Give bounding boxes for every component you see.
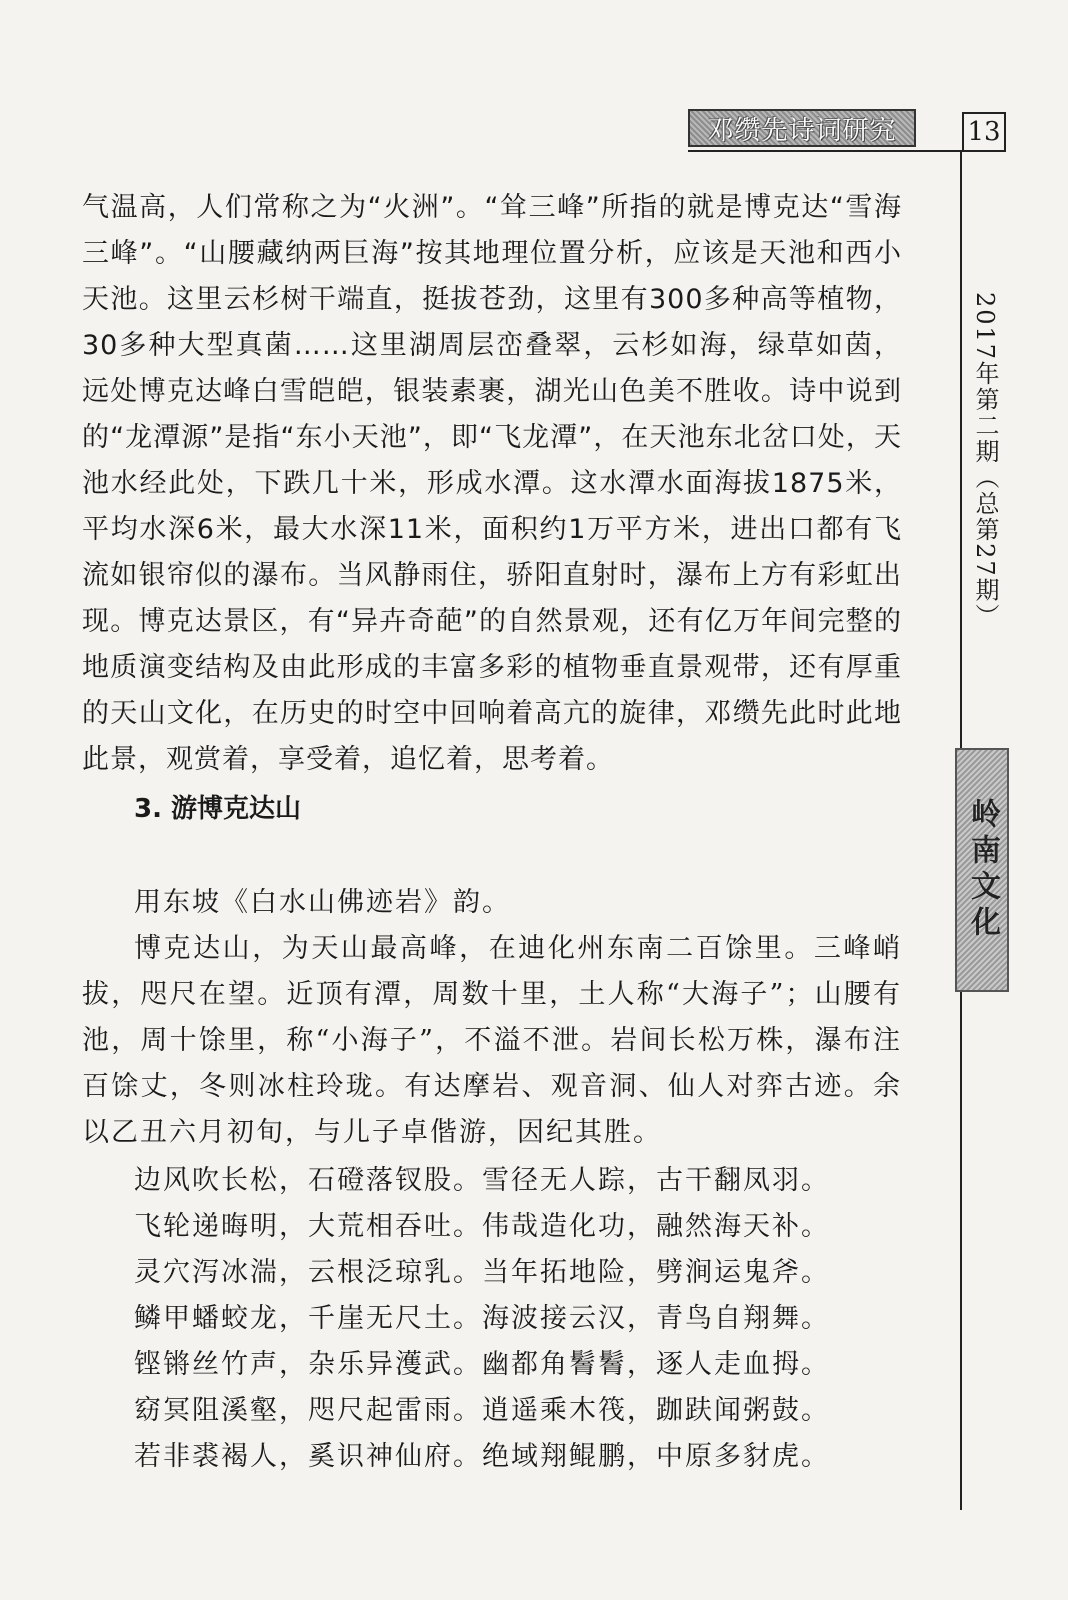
column-label-box bbox=[955, 748, 1009, 992]
poem-line: 灵穴泻冰湍，云根泛琼乳。当年拓地险，劈涧运鬼斧。 bbox=[134, 1257, 830, 1288]
column-label: 岭南文化 bbox=[965, 798, 1000, 942]
poem-line: 飞轮递晦明，大荒相吞吐。伟哉造化功，融然海天补。 bbox=[134, 1211, 830, 1242]
issue-info: 2017年第二期（总第27期） bbox=[971, 292, 999, 630]
journal-title: 邓缵先诗词研究 bbox=[707, 115, 897, 146]
section-heading: 3. 游博克达山 bbox=[134, 794, 302, 824]
poem-line: 鳞甲蟠蛟龙，千崖无尺土。海波接云汉，青鸟自翔舞。 bbox=[134, 1303, 830, 1334]
poem-line: 若非裘褐人，奚识神仙府。绝域翔鲲鹏，中原多豺虎。 bbox=[134, 1441, 830, 1472]
poem-intro: 博克达山，为天山最高峰，在迪化州东南二百馀里。三峰峭拔，咫尺在望。近顶有潭，周数十里，土人称“大海子”；山腰有池，周十馀里，称“小海子”，不溢不泄。岩间长松万株，瀑布注百馀丈，冬则冰柱玲珑。有达摩岩、观音洞、仙人对弈古迹。余以乙丑六月初旬，与儿子卓偕游，因纪其胜。 bbox=[82, 933, 902, 1148]
poem bbox=[82, 1158, 902, 1480]
journal-title-banner bbox=[688, 109, 916, 147]
poem-line: 窈冥阻溪壑，咫尺起雷雨。逍遥乘木筏，跏趺闻粥鼓。 bbox=[134, 1395, 830, 1426]
page-number: 13 bbox=[962, 112, 1006, 152]
poem-preface: 用东坡《白水山佛迹岩》韵。 bbox=[134, 887, 511, 918]
body-paragraph: 气温高，人们常称之为“火洲”。“耸三峰”所指的就是博克达“雪海三峰”。“山腰藏纳两巨海”按其地理位置分析，应该是天池和西小天池。这里云杉树干端直，挺拔苍劲，这里有300多种高等植物，30多种大型真菌……这里湖周层峦叠翠，云杉如海，绿草如茵，远处博克达峰白雪皑皑，银装素裹，湖光山色美不胜收。诗中说到的“龙潭源”是指“东小天池”，即“飞龙潭”，在天池东北岔口处，天池水经此处，下跌几十米，形成水潭。这水潭水面海拔1875米，平均水深6米，最大水深11米，面积约1万平方米，进出口都有飞流如银帘似的瀑布。当风静雨住，骄阳直射时，瀑布上方有彩虹出现。博克达景区，有“异卉奇葩”的自然景观，还有亿万年间完整的地质演变结构及由此形成的丰富多彩的植物垂直景观带，还有厚重的天山文化，在历史的时空中回响着高亢的旋律，邓缵先此时此地此景，观赏着，享受着，追忆着，思考着。 bbox=[82, 192, 902, 775]
poem-line: 铿锵丝竹声，杂乐异濩武。幽都角鬌鬌，逐人走血拇。 bbox=[134, 1349, 830, 1380]
article-body bbox=[82, 185, 902, 1480]
poem-line: 边风吹长松，石磴落钗股。雪径无人踪，古干翻凤羽。 bbox=[134, 1165, 830, 1196]
header-rule bbox=[688, 150, 962, 152]
